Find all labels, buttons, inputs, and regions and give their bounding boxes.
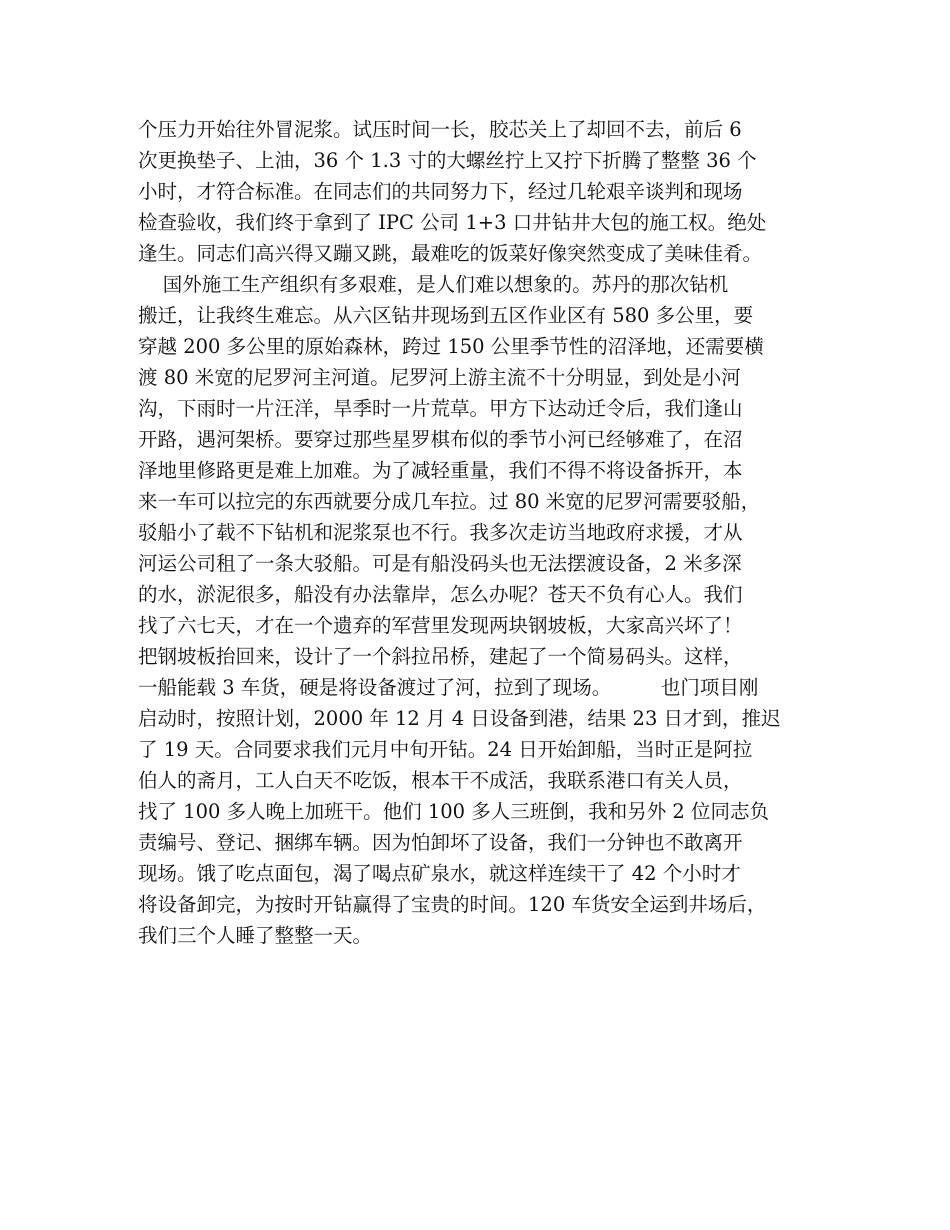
text-line: 来一车可以拉完的东西就要分成几车拉。过 80 米宽的尼罗河需要驳船， [138,490,761,513]
text-line: 次更换垫子、上油，36 个 1.3 寸的大螺丝拧上又拧下折腾了整整 36 个 [138,149,757,172]
text-line: 逢生。同志们高兴得又蹦又跳，最难吃的饭菜好像突然变成了美味佳肴。 [138,242,763,265]
text-line: 我们三个人睡了整整一天。 [138,924,373,947]
text-line: 伯人的斋月，工人白天不吃饭，根本干不成活，我联系港口有关人员， [138,769,743,792]
text-line: 责编号、登记、捆绑车辆。因为怕卸坏了设备，我们一分钟也不敢离开 [138,831,743,854]
text-line: 把钢坡板抬回来，设计了一个斜拉吊桥，建起了一个简易码头。这样， [138,645,743,668]
text-line: 国外施工生产组织有多艰难，是人们难以想象的。苏丹的那次钻机 [138,273,729,296]
text-line: 现场。饿了吃点面包，渴了喝点矿泉水，就这样连续干了 42 个小时才 [138,862,741,885]
text-line: 检查验收，我们终于拿到了 IPC 公司 1+3 口井钻井大包的施工权。绝处 [138,211,767,234]
text-line: 驳船小了载不下钻机和泥浆泵也不行。我多次走访当地政府求援，才从 [138,521,743,544]
text-line: 启动时，按照计划，2000 年 12 月 4 日设备到港，结果 23 日才到，推迟 [138,707,781,730]
text-line: 小时，才符合标准。在同志们的共同努力下，经过几轮艰辛谈判和现场 [138,180,743,203]
text-line: 穿越 200 多公里的原始森林，跨过 150 公里季节性的沼泽地，还需要横 [138,335,764,358]
text-line: 搬迁，让我终生难忘。从六区钻井现场到五区作业区有 580 多公里，要 [138,304,754,327]
body-text [138,114,838,951]
text-line: 泽地里修路更是难上加难。为了减轻重量，我们不得不将设备拆开，本 [138,459,743,482]
text-line: 找了 100 多人晚上加班干。他们 100 多人三班倒，我和另外 2 位同志负 [138,800,770,823]
text-line: 一船能载 3 车货，硬是将设备渡过了河，拉到了现场。 也门项目刚 [138,676,759,699]
text-line: 沟，下雨时一片汪洋，旱季时一片荒草。甲方下达动迁令后，我们逢山 [138,397,743,420]
text-line: 找了六七天，才在一个遗弃的军营里发现两块钢坡板，大家高兴坏了！ [138,614,743,637]
text-line: 将设备卸完，为按时开钻赢得了宝贵的时间。120 车货安全运到井场后， [138,893,767,916]
text-line: 了 19 天。合同要求我们元月中旬开钻。24 日开始卸船，当时正是阿拉 [138,738,753,761]
text-line: 个压力开始往外冒泥浆。试压时间一长，胶芯关上了却回不去，前后 6 [138,118,742,141]
text-line: 渡 80 米宽的尼罗河主河道。尼罗河上游主流不十分明显，到处是小河 [138,366,741,389]
text-line: 的水，淤泥很多，船没有办法靠岸，怎么办呢？苍天不负有心人。我们 [138,583,743,606]
text-line: 河运公司租了一条大驳船。可是有船没码头也无法摆渡设备，2 米多深 [138,552,742,575]
text-line: 开路，遇河架桥。要穿过那些星罗棋布似的季节小河已经够难了，在沼 [138,428,743,451]
